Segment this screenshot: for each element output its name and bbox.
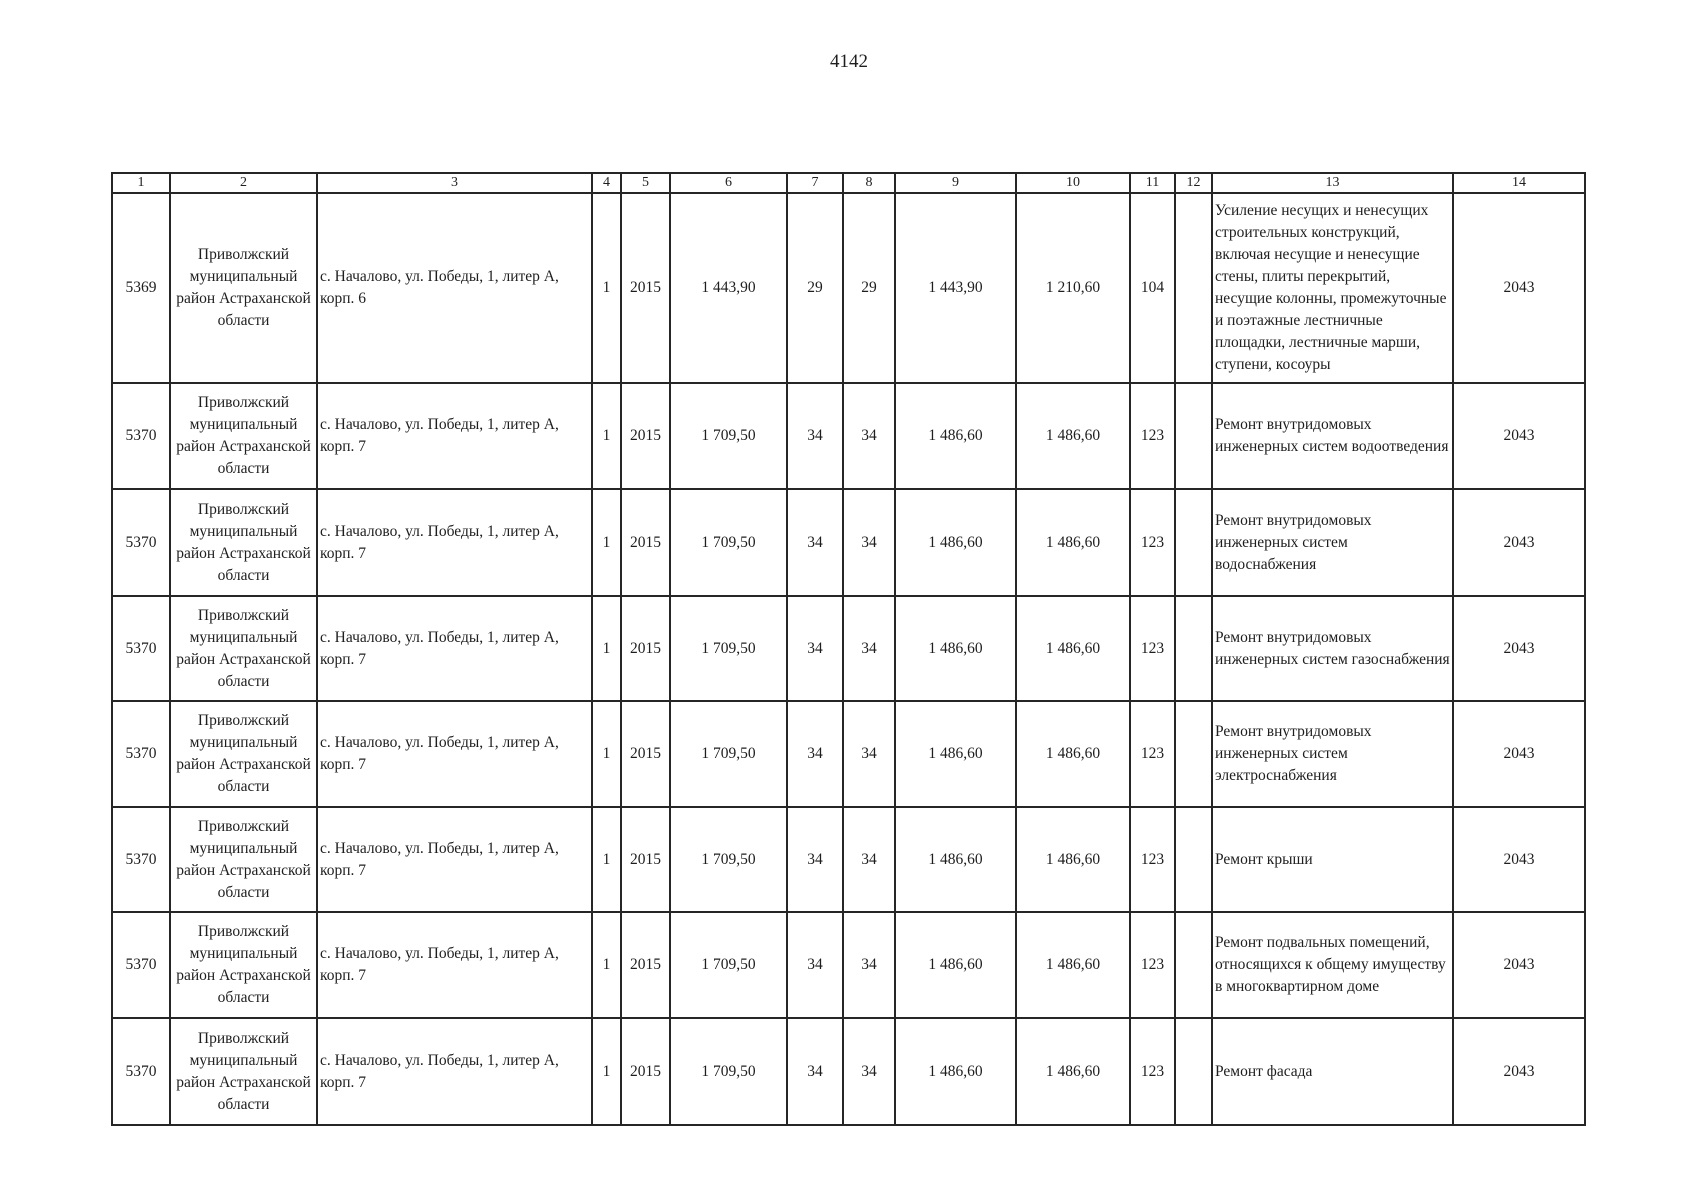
cell-text: Приволжский муниципальный район Астраханской области bbox=[176, 500, 311, 584]
header-cell-col-10: 10 bbox=[1016, 173, 1130, 193]
table-cell-col-14 bbox=[1453, 193, 1585, 383]
register-table bbox=[111, 172, 1586, 1126]
cell-text: с. Началово, ул. Победы, 1, литер А, корп. 7 bbox=[320, 734, 559, 773]
table-cell-col-5 bbox=[621, 807, 670, 912]
table-cell-col-13 bbox=[1212, 596, 1453, 701]
table-cell-col-4 bbox=[592, 193, 621, 383]
table-cell-col-3 bbox=[317, 1018, 592, 1125]
cell-text: 5370 bbox=[125, 639, 157, 657]
cell-text: с. Началово, ул. Победы, 1, литер А, корп. 7 bbox=[320, 522, 559, 562]
table-row bbox=[112, 807, 1585, 912]
table-row bbox=[112, 1018, 1585, 1125]
cell-text: Ремонт подвальных помещений, относящихся к общему имуществу в многоквартирном доме bbox=[1215, 934, 1446, 995]
cell-text: 1 486,60 bbox=[928, 850, 983, 868]
cell-text: с. Началово, ул. Победы, 1, литер А, корп. 7 bbox=[320, 1051, 559, 1091]
cell-text: 1 bbox=[602, 427, 611, 444]
cell-text: 1 486,60 bbox=[1045, 533, 1101, 551]
table-cell-col-3 bbox=[317, 383, 592, 489]
cell-text: 34 bbox=[861, 745, 877, 762]
table-cell-col-4 bbox=[592, 701, 621, 807]
cell-text: 1 709,50 bbox=[701, 745, 756, 762]
cell-text: 123 bbox=[1140, 1062, 1165, 1080]
table-cell-col-3 bbox=[317, 701, 592, 807]
table-cell-col-7 bbox=[787, 193, 843, 383]
cell-text: 1 443,90 bbox=[928, 279, 983, 296]
header-cell-col-3: 3 bbox=[317, 173, 592, 193]
cell-text: 5369 bbox=[125, 279, 157, 296]
cell-text: 2015 bbox=[630, 427, 661, 444]
table-cell-col-5 bbox=[621, 193, 670, 383]
cell-text: 1 486,60 bbox=[1045, 1062, 1101, 1080]
cell-text: Приволжский муниципальный район Астраханской области bbox=[176, 394, 311, 477]
cell-text: Ремонт крыши bbox=[1215, 850, 1313, 868]
cell-text: 34 bbox=[861, 1062, 877, 1080]
table-cell-col-6 bbox=[670, 489, 787, 596]
cell-text: 2043 bbox=[1503, 1062, 1535, 1080]
header-cell-col-11: 11 bbox=[1130, 173, 1175, 193]
table-cell-col-3 bbox=[317, 596, 592, 701]
table-cell-col-2 bbox=[170, 1018, 317, 1125]
cell-text: 1 486,60 bbox=[928, 745, 983, 762]
cell-text: 123 bbox=[1140, 639, 1165, 657]
table-cell-col-5 bbox=[621, 489, 670, 596]
table-cell-col-10 bbox=[1016, 912, 1130, 1018]
table-cell-col-14 bbox=[1453, 383, 1585, 489]
table-cell-col-1 bbox=[112, 596, 170, 701]
cell-text: 34 bbox=[861, 639, 877, 657]
table-cell-col-12 bbox=[1175, 596, 1212, 701]
table-cell-col-2 bbox=[170, 383, 317, 489]
cell-text: 123 bbox=[1140, 850, 1165, 868]
cell-text: 2043 bbox=[1503, 850, 1535, 868]
cell-text: 5370 bbox=[125, 1062, 157, 1080]
table-cell-col-13 bbox=[1212, 383, 1453, 489]
cell-text: 2043 bbox=[1503, 639, 1535, 657]
table-cell-col-5 bbox=[621, 701, 670, 807]
table-cell-col-1 bbox=[112, 1018, 170, 1125]
cell-text: 2015 bbox=[630, 745, 661, 762]
table-cell-col-10 bbox=[1016, 489, 1130, 596]
header-cell-col-14: 14 bbox=[1453, 173, 1585, 193]
header-cell-col-12: 12 bbox=[1175, 173, 1212, 193]
table-cell-col-6 bbox=[670, 193, 787, 383]
table-header bbox=[112, 173, 1585, 193]
table-cell-col-7 bbox=[787, 383, 843, 489]
table-cell-col-5 bbox=[621, 912, 670, 1018]
table-cell-col-2 bbox=[170, 701, 317, 807]
page-number: 4142 bbox=[830, 51, 868, 72]
table-cell-col-10 bbox=[1016, 193, 1130, 383]
table-cell-col-4 bbox=[592, 807, 621, 912]
cell-text: 123 bbox=[1140, 745, 1165, 762]
cell-text: 34 bbox=[807, 533, 823, 551]
table-row bbox=[112, 701, 1585, 807]
table-cell-col-11 bbox=[1130, 912, 1175, 1018]
table-cell-col-8 bbox=[843, 1018, 895, 1125]
cell-text: 1 210,60 bbox=[1045, 279, 1101, 296]
cell-text: 1 486,60 bbox=[928, 427, 983, 444]
table-cell-col-4 bbox=[592, 489, 621, 596]
cell-text: 2015 bbox=[630, 639, 661, 657]
table-cell-col-9 bbox=[895, 807, 1016, 912]
table-cell-col-8 bbox=[843, 383, 895, 489]
table-cell-col-9 bbox=[895, 701, 1016, 807]
table-cell-col-8 bbox=[843, 807, 895, 912]
cell-text: 1 bbox=[602, 956, 611, 973]
header-cell-col-4: 4 bbox=[592, 173, 621, 193]
table-body bbox=[112, 193, 1585, 1125]
cell-text: 1 486,60 bbox=[928, 533, 983, 551]
cell-text: 1 bbox=[602, 639, 611, 657]
cell-text: 34 bbox=[807, 850, 823, 868]
cell-text: 1 486,60 bbox=[928, 956, 983, 973]
table-cell-col-5 bbox=[621, 1018, 670, 1125]
cell-text: 2043 bbox=[1503, 279, 1535, 296]
table-cell-col-12 bbox=[1175, 701, 1212, 807]
cell-text: с. Началово, ул. Победы, 1, литер А, корп. 7 bbox=[320, 628, 559, 668]
header-cell-col-6: 6 bbox=[670, 173, 787, 193]
table-cell-col-9 bbox=[895, 193, 1016, 383]
cell-text: 5370 bbox=[125, 533, 157, 551]
cell-text: Приволжский муниципальный район Астраханской области bbox=[176, 817, 311, 901]
cell-text: 5370 bbox=[125, 956, 157, 973]
table-cell-col-4 bbox=[592, 596, 621, 701]
table-cell-col-14 bbox=[1453, 807, 1585, 912]
table-cell-col-3 bbox=[317, 807, 592, 912]
table-cell-col-11 bbox=[1130, 807, 1175, 912]
table-cell-col-2 bbox=[170, 596, 317, 701]
cell-text: 2015 bbox=[630, 1062, 661, 1080]
table-cell-col-12 bbox=[1175, 489, 1212, 596]
table-cell-col-10 bbox=[1016, 807, 1130, 912]
cell-text: 104 bbox=[1140, 279, 1165, 296]
cell-text: 123 bbox=[1140, 427, 1165, 444]
cell-text: 1 486,60 bbox=[1045, 639, 1101, 657]
cell-text: Ремонт внутридомовых инженерных систем водоснабжения bbox=[1215, 511, 1372, 573]
cell-text: Ремонт внутридомовых инженерных систем водоотведения bbox=[1215, 416, 1449, 455]
table-cell-col-11 bbox=[1130, 193, 1175, 383]
cell-text: 1 709,50 bbox=[701, 427, 756, 444]
cell-text: 1 486,60 bbox=[1045, 745, 1101, 762]
table-cell-col-13 bbox=[1212, 193, 1453, 383]
cell-text: 34 bbox=[861, 850, 877, 868]
table-cell-col-1 bbox=[112, 383, 170, 489]
header-cell-col-8: 8 bbox=[843, 173, 895, 193]
cell-text: Приволжский муниципальный район Астраханской области bbox=[176, 246, 311, 329]
table-cell-col-9 bbox=[895, 1018, 1016, 1125]
table-cell-col-3 bbox=[317, 912, 592, 1018]
table-cell-col-3 bbox=[317, 193, 592, 383]
cell-text: 1 486,60 bbox=[1045, 427, 1101, 444]
table-cell-col-3 bbox=[317, 489, 592, 596]
table-cell-col-10 bbox=[1016, 701, 1130, 807]
cell-text: 1 bbox=[602, 745, 611, 762]
cell-text: 34 bbox=[861, 956, 877, 973]
table-cell-col-12 bbox=[1175, 193, 1212, 383]
cell-text: 2043 bbox=[1503, 533, 1535, 551]
cell-text: 5370 bbox=[125, 427, 157, 444]
table-cell-col-9 bbox=[895, 912, 1016, 1018]
table-cell-col-12 bbox=[1175, 807, 1212, 912]
cell-text: 1 486,60 bbox=[1045, 956, 1101, 973]
header-cell-col-1: 1 bbox=[112, 173, 170, 193]
table-cell-col-14 bbox=[1453, 912, 1585, 1018]
table-cell-col-12 bbox=[1175, 1018, 1212, 1125]
cell-text: 2015 bbox=[630, 850, 661, 868]
cell-text: 5370 bbox=[125, 850, 157, 868]
table-cell-col-7 bbox=[787, 912, 843, 1018]
table-cell-col-1 bbox=[112, 193, 170, 383]
table-cell-col-6 bbox=[670, 912, 787, 1018]
table-cell-col-13 bbox=[1212, 1018, 1453, 1125]
cell-text: 1 709,50 bbox=[701, 533, 756, 551]
table-cell-col-9 bbox=[895, 489, 1016, 596]
table-cell-col-12 bbox=[1175, 383, 1212, 489]
cell-text: 2043 bbox=[1503, 427, 1535, 444]
table-cell-col-6 bbox=[670, 807, 787, 912]
cell-text: 2043 bbox=[1503, 745, 1535, 762]
cell-text: 1 709,50 bbox=[701, 1062, 756, 1080]
cell-text: 1 709,50 bbox=[701, 850, 756, 868]
cell-text: Приволжский муниципальный район Астраханской области bbox=[176, 712, 311, 795]
cell-text: с. Началово, ул. Победы, 1, литер А, корп. 6 bbox=[320, 268, 559, 307]
cell-text: 34 bbox=[861, 427, 877, 444]
table-cell-col-6 bbox=[670, 596, 787, 701]
table-cell-col-14 bbox=[1453, 1018, 1585, 1125]
table-cell-col-6 bbox=[670, 1018, 787, 1125]
table-cell-col-6 bbox=[670, 701, 787, 807]
cell-text: 1 bbox=[602, 850, 611, 868]
cell-text: 2015 bbox=[630, 956, 661, 973]
table-row bbox=[112, 383, 1585, 489]
table-row bbox=[112, 193, 1585, 383]
cell-text: с. Началово, ул. Победы, 1, литер А, корп. 7 bbox=[320, 416, 559, 455]
table-cell-col-14 bbox=[1453, 489, 1585, 596]
cell-text: 34 bbox=[807, 956, 823, 973]
table-cell-col-1 bbox=[112, 701, 170, 807]
table-cell-col-5 bbox=[621, 596, 670, 701]
table-cell-col-8 bbox=[843, 701, 895, 807]
cell-text: 1 709,50 bbox=[701, 956, 756, 973]
cell-text: 29 bbox=[861, 279, 877, 296]
cell-text: 1 443,90 bbox=[701, 279, 756, 296]
table-cell-col-4 bbox=[592, 912, 621, 1018]
table-cell-col-2 bbox=[170, 193, 317, 383]
table-cell-col-2 bbox=[170, 489, 317, 596]
header-cell-col-7: 7 bbox=[787, 173, 843, 193]
table-cell-col-10 bbox=[1016, 1018, 1130, 1125]
table-cell-col-11 bbox=[1130, 489, 1175, 596]
table-cell-col-11 bbox=[1130, 383, 1175, 489]
header-cell-col-5: 5 bbox=[621, 173, 670, 193]
table-cell-col-13 bbox=[1212, 489, 1453, 596]
table-cell-col-2 bbox=[170, 912, 317, 1018]
cell-text: 1 709,50 bbox=[701, 639, 756, 657]
table-cell-col-11 bbox=[1130, 701, 1175, 807]
table-cell-col-8 bbox=[843, 912, 895, 1018]
cell-text: 1 486,60 bbox=[1045, 850, 1101, 868]
cell-text: 1 486,60 bbox=[928, 1062, 983, 1080]
cell-text: 2015 bbox=[630, 279, 661, 296]
cell-text: Приволжский муниципальный район Астраханской области bbox=[176, 606, 311, 690]
cell-text: 5370 bbox=[125, 745, 157, 762]
table-cell-col-4 bbox=[592, 1018, 621, 1125]
table-cell-col-10 bbox=[1016, 383, 1130, 489]
cell-text: с. Началово, ул. Победы, 1, литер А, корп. 7 bbox=[320, 945, 559, 984]
cell-text: 123 bbox=[1140, 533, 1165, 551]
cell-text: 34 bbox=[807, 1062, 823, 1080]
table-cell-col-4 bbox=[592, 383, 621, 489]
table-cell-col-1 bbox=[112, 489, 170, 596]
cell-text: Ремонт внутридомовых инженерных систем электроснабжения bbox=[1215, 723, 1372, 784]
cell-text: 1 bbox=[602, 1062, 611, 1080]
table-cell-col-5 bbox=[621, 383, 670, 489]
table-cell-col-8 bbox=[843, 193, 895, 383]
cell-text: 2043 bbox=[1503, 956, 1535, 973]
table-cell-col-14 bbox=[1453, 701, 1585, 807]
cell-text: 2015 bbox=[630, 533, 661, 551]
table-cell-col-7 bbox=[787, 701, 843, 807]
table-cell-col-9 bbox=[895, 383, 1016, 489]
table-cell-col-11 bbox=[1130, 596, 1175, 701]
cell-text: 1 bbox=[602, 533, 611, 551]
cell-text: 1 bbox=[602, 279, 611, 296]
cell-text: Ремонт внутридомовых инженерных систем газоснабжения bbox=[1215, 628, 1450, 668]
cell-text: Ремонт фасада bbox=[1215, 1062, 1313, 1080]
table-cell-col-11 bbox=[1130, 1018, 1175, 1125]
table-cell-col-13 bbox=[1212, 701, 1453, 807]
table-cell-col-1 bbox=[112, 912, 170, 1018]
cell-text: Приволжский муниципальный район Астраханской области bbox=[176, 923, 311, 1006]
table-cell-col-8 bbox=[843, 489, 895, 596]
cell-text: 34 bbox=[807, 427, 823, 444]
table-cell-col-9 bbox=[895, 596, 1016, 701]
table-cell-col-1 bbox=[112, 807, 170, 912]
header-cell-col-2: 2 bbox=[170, 173, 317, 193]
header-cell-col-9: 9 bbox=[895, 173, 1016, 193]
cell-text: Усиление несущих и ненесущих строительных конструкций, включая несущие и ненесущие стены, плиты перекрытий, несущие колонны, промежуточные и поэтажные лестничные площадки, лестничные марши, ступени, косоуры bbox=[1215, 202, 1447, 373]
header-cell-col-13: 13 bbox=[1212, 173, 1453, 193]
table-cell-col-6 bbox=[670, 383, 787, 489]
cell-text: 29 bbox=[807, 279, 823, 296]
table-row bbox=[112, 596, 1585, 701]
cell-text: 123 bbox=[1140, 956, 1165, 973]
cell-text: Приволжский муниципальный район Астраханской области bbox=[176, 1029, 311, 1113]
table-header-row bbox=[112, 173, 1585, 193]
table-cell-col-7 bbox=[787, 1018, 843, 1125]
table-row bbox=[112, 912, 1585, 1018]
cell-text: с. Началово, ул. Победы, 1, литер А, корп. 7 bbox=[320, 839, 559, 879]
table-cell-col-13 bbox=[1212, 912, 1453, 1018]
table-cell-col-12 bbox=[1175, 912, 1212, 1018]
table-cell-col-14 bbox=[1453, 596, 1585, 701]
table-cell-col-7 bbox=[787, 489, 843, 596]
cell-text: 34 bbox=[861, 533, 877, 551]
table-cell-col-2 bbox=[170, 807, 317, 912]
table-row bbox=[112, 489, 1585, 596]
cell-text: 34 bbox=[807, 745, 823, 762]
cell-text: 34 bbox=[807, 639, 823, 657]
table-cell-col-7 bbox=[787, 807, 843, 912]
table-cell-col-7 bbox=[787, 596, 843, 701]
table-cell-col-13 bbox=[1212, 807, 1453, 912]
table-cell-col-10 bbox=[1016, 596, 1130, 701]
cell-text: 1 486,60 bbox=[928, 639, 983, 657]
table-cell-col-8 bbox=[843, 596, 895, 701]
